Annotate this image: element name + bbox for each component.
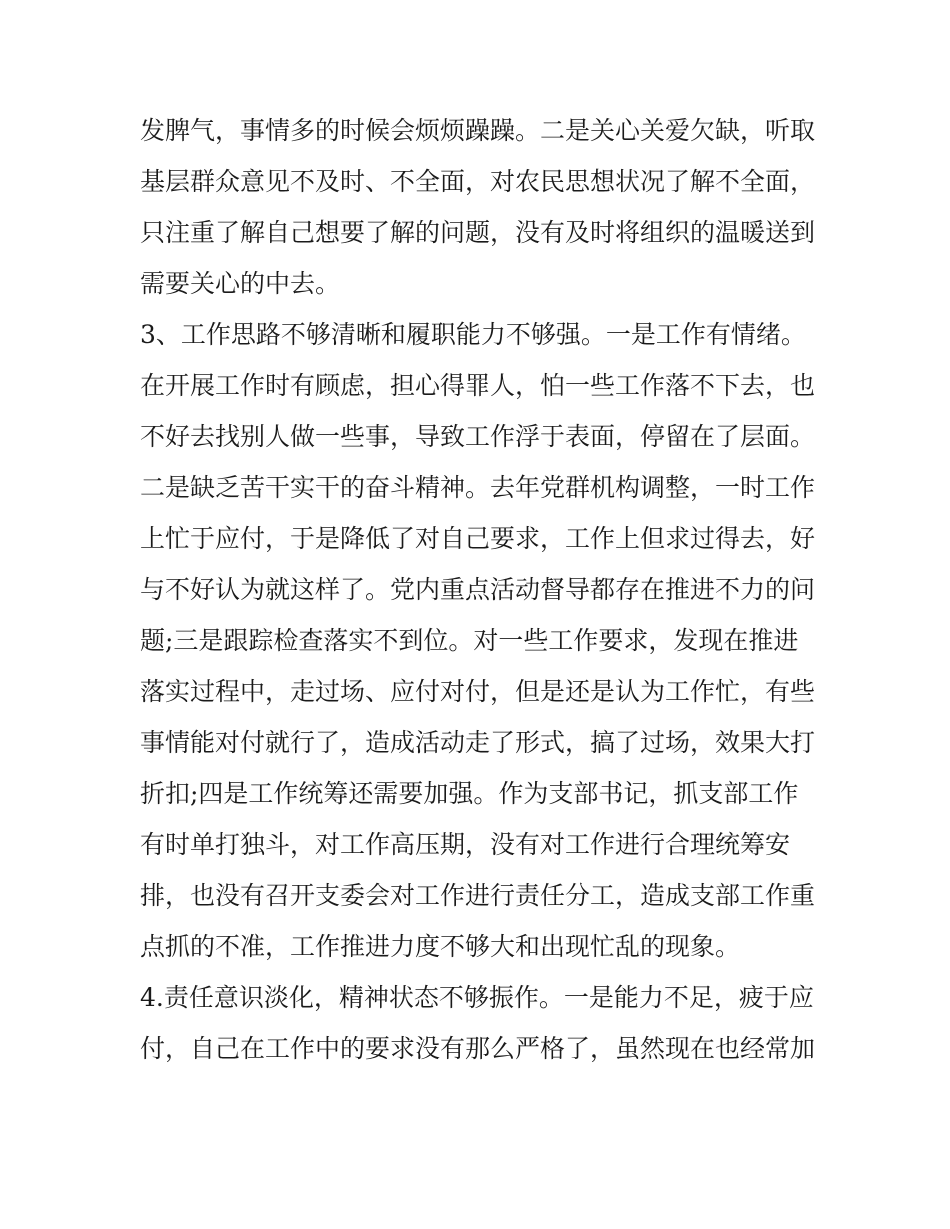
text-line: 题;三是跟踪检查落实不到位。对一些工作要求，发现在推进: [140, 626, 799, 655]
body-text: [140, 105, 820, 1074]
text-line: 与不好认为就这样了。党内重点活动督导都存在推进不力的问: [140, 575, 816, 604]
text-line: 点抓的不准，工作推进力度不够大和出现忙乱的现象。: [140, 932, 741, 961]
text-line: 基层群众意见不及时、不全面，对农民思想状况了解不全面，: [140, 167, 816, 196]
text-line: 事情能对付就行了，造成活动走了形式，搞了过场，效果大打: [140, 728, 816, 757]
text-line: 有时单打独斗，对工作高压期，没有对工作进行合理统筹安: [140, 830, 791, 859]
text-line: 需要关心的中去。: [140, 269, 341, 298]
text-line: 二是缺乏苦干实干的奋斗精神。去年党群机构调整，一时工作: [140, 473, 816, 502]
text-line: 4.责任意识淡化，精神状态不够振作。一是能力不足，疲于应: [140, 983, 814, 1012]
text-line: 排，也没有召开支委会对工作进行责任分工，造成支部工作重: [140, 881, 816, 910]
text-line: 折扣;四是工作统筹还需要加强。作为支部书记，抓支部工作: [140, 779, 799, 808]
text-line: 发脾气，事情多的时候会烦烦躁躁。二是关心关爱欠缺，听取: [140, 116, 816, 145]
text-line: 3、工作思路不够清晰和履职能力不够强。一是工作有情绪。: [140, 320, 806, 349]
text-line: 不好去找别人做一些事，导致工作浮于表面，停留在了层面。: [140, 422, 816, 451]
text-line: 在开展工作时有顾虑，担心得罪人，怕一些工作落不下去，也: [140, 371, 816, 400]
text-line: 只注重了解自己想要了解的问题，没有及时将组织的温暖送到: [140, 218, 816, 247]
text-line: 落实过程中，走过场、应付对付，但是还是认为工作忙，有些: [140, 677, 816, 706]
text-line: 上忙于应付，于是降低了对自己要求，工作上但求过得去，好: [140, 524, 816, 553]
text-line: 付，自己在工作中的要求没有那么严格了，虽然现在也经常加: [140, 1034, 816, 1063]
